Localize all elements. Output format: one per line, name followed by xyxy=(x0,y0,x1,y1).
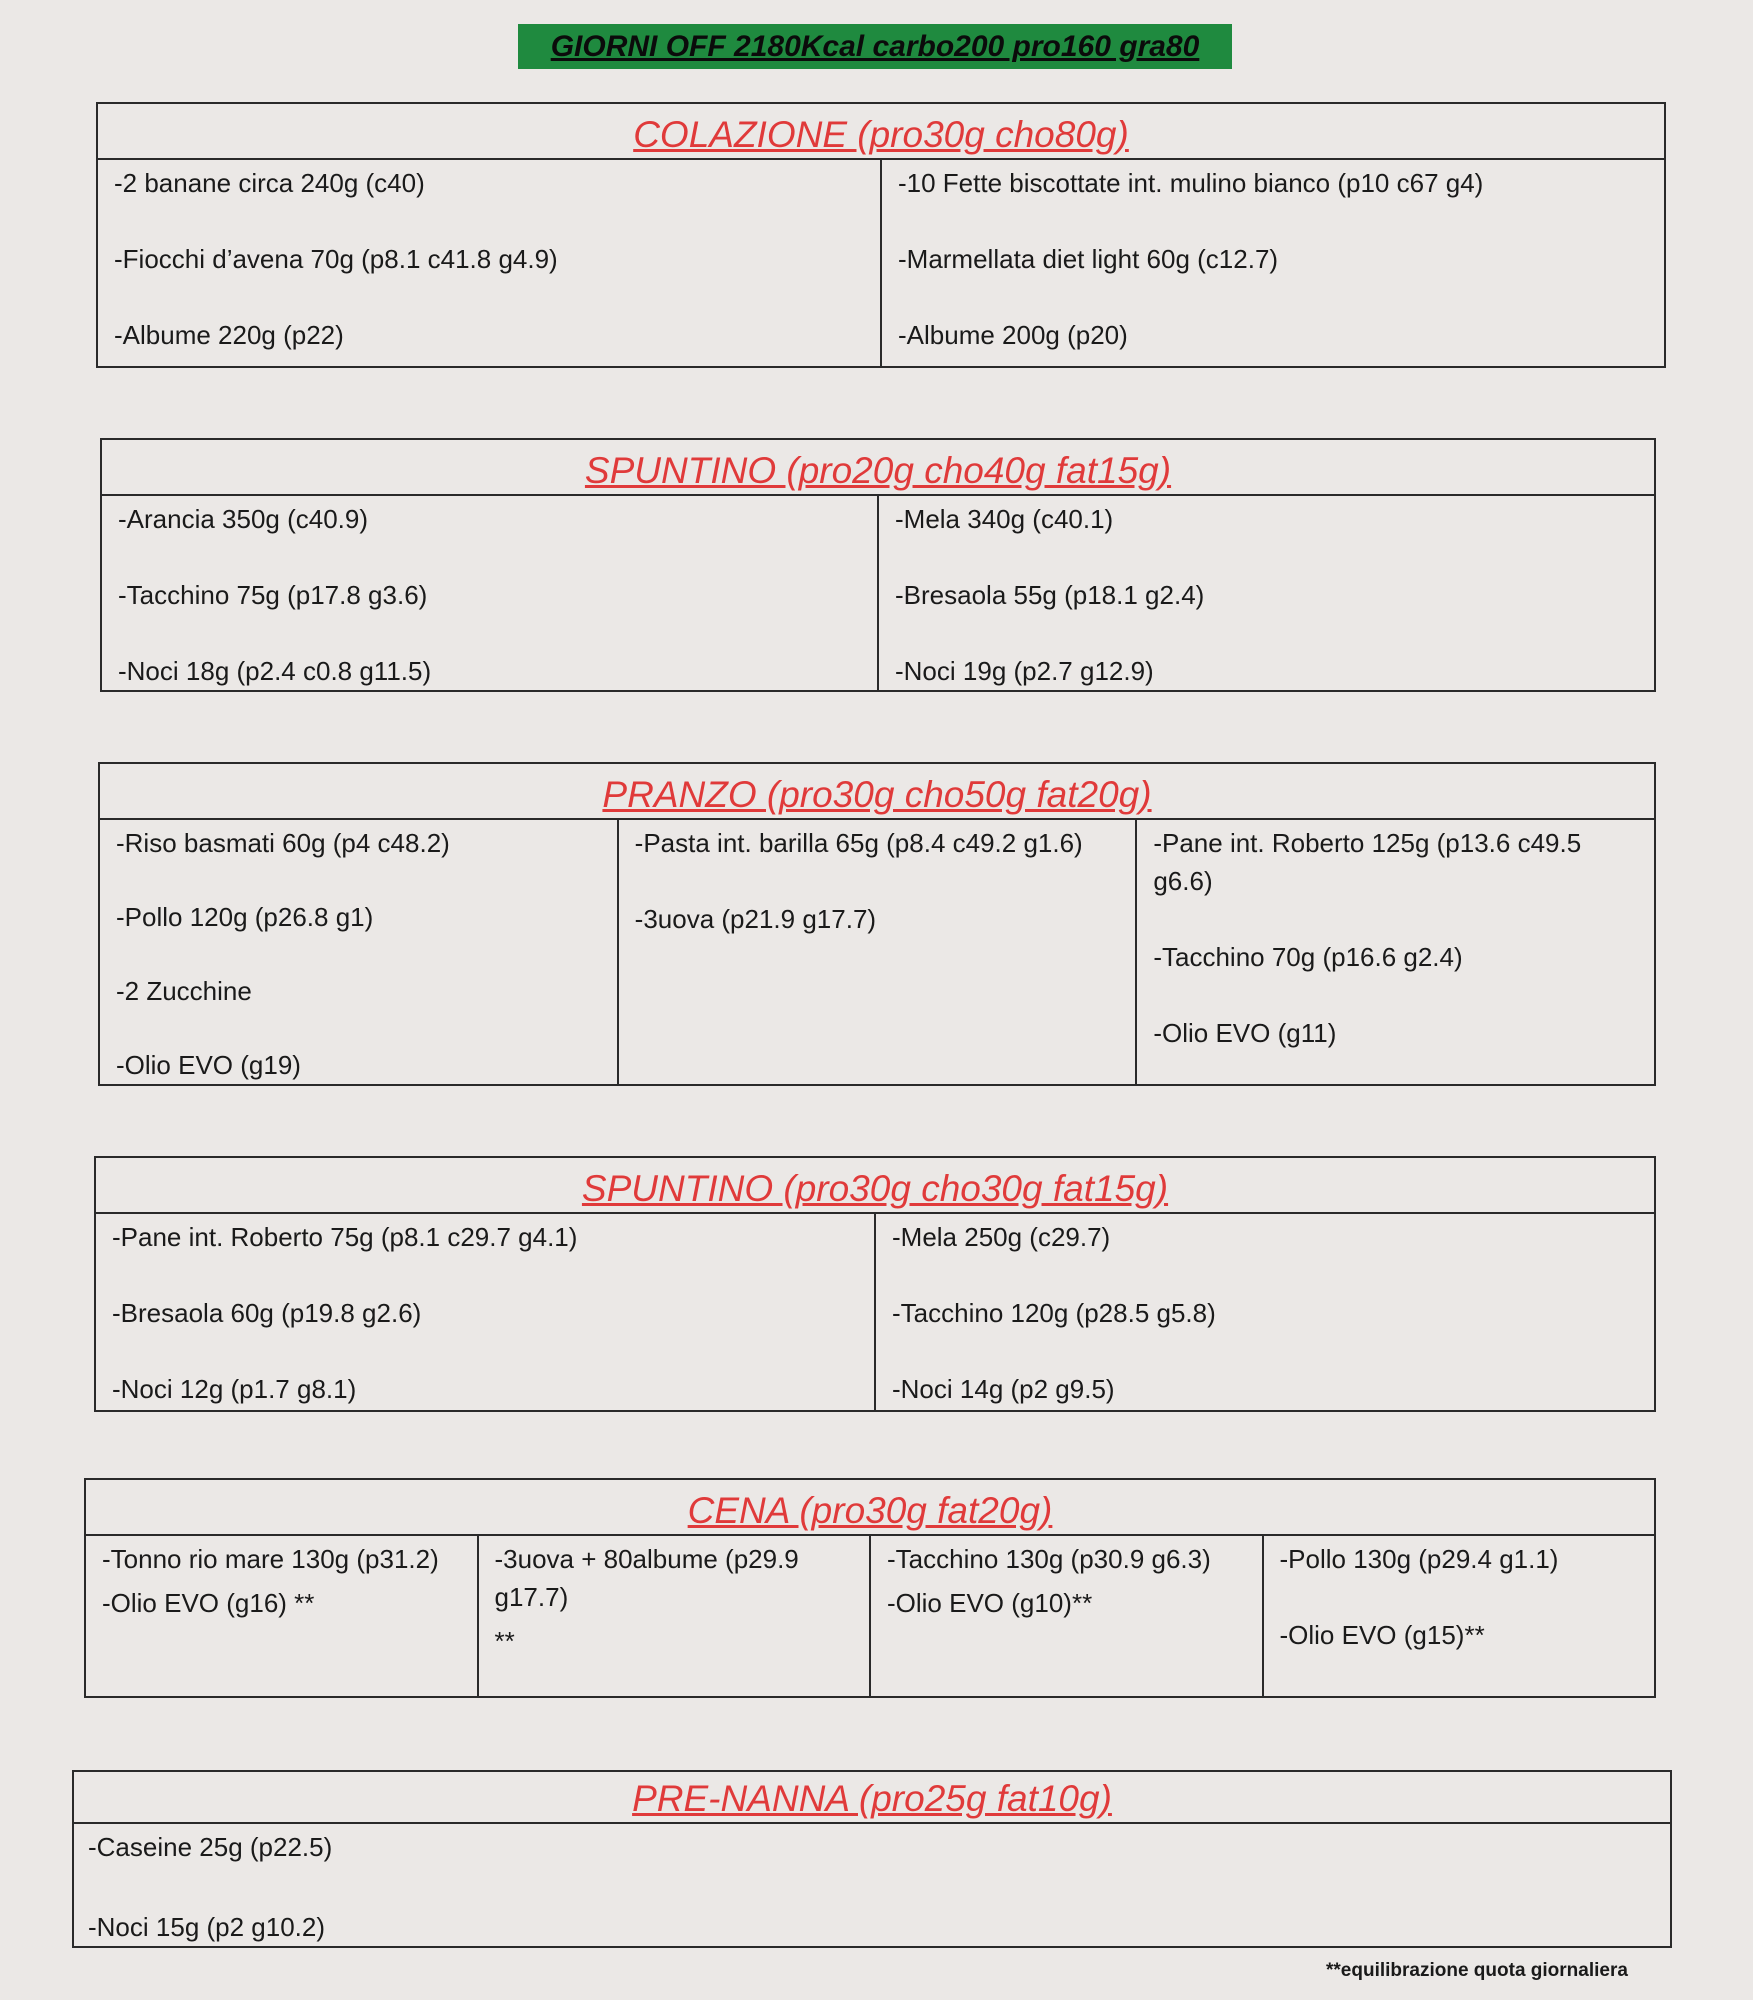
meal-table-spuntino-2 xyxy=(94,1156,1656,1412)
meal-table-colazione xyxy=(96,102,1666,368)
food-item: -Olio EVO (g16) ** xyxy=(102,1588,315,1618)
meal-table-pre-nanna xyxy=(72,1770,1672,1948)
food-item: -Noci 14g (p2 g9.5) xyxy=(892,1374,1115,1404)
food-item: -Pasta int. barilla 65g (p8.4 c49.2 g1.6) xyxy=(634,828,1083,858)
food-item: -Albume 200g (p20) xyxy=(898,320,1128,350)
meal-option xyxy=(74,1824,1670,1946)
food-item: -2 Zucchine xyxy=(116,976,252,1006)
food-item: -Arancia 350g (c40.9) xyxy=(118,504,369,534)
meal-option xyxy=(880,160,1664,366)
food-item: -Tacchino 120g (p28.5 g5.8) xyxy=(892,1298,1216,1328)
food-item: -Pollo 120g (p26.8 g1) xyxy=(116,902,374,932)
food-item: -Pollo 130g (p29.4 g1.1) xyxy=(1279,1544,1559,1574)
meal-header: PRE-NANNA (pro25g fat10g) xyxy=(74,1772,1670,1824)
food-item: -Olio EVO (g15)** xyxy=(1279,1620,1485,1650)
food-item: -Fiocchi d’avena 70g (p8.1 c41.8 g4.9) xyxy=(114,244,558,274)
meal-option xyxy=(477,1536,870,1696)
meal-table-spuntino-1 xyxy=(100,438,1656,692)
food-item: -Tacchino 70g (p16.6 g2.4) xyxy=(1153,942,1463,972)
food-item: -Riso basmati 60g (p4 c48.2) xyxy=(116,828,450,858)
meal-option xyxy=(1135,820,1654,1084)
food-item: -10 Fette biscottate int. mulino bianco (p10 c67 g4) xyxy=(898,168,1484,198)
food-item: -Olio EVO (g19) xyxy=(116,1050,301,1080)
food-item: -Olio EVO (g11) xyxy=(1153,1018,1337,1048)
food-item: -Marmellata diet light 60g (c12.7) xyxy=(898,244,1279,274)
food-item: -Olio EVO (g10)** xyxy=(887,1588,1093,1618)
meal-option xyxy=(98,160,880,366)
food-item: -Noci 18g (p2.4 c0.8 g11.5) xyxy=(118,656,432,686)
food-item: -Bresaola 55g (p18.1 g2.4) xyxy=(895,580,1205,610)
meal-header: COLAZIONE (pro30g cho80g) xyxy=(98,104,1664,160)
meal-option xyxy=(96,1214,874,1410)
food-item: -Albume 220g (p22) xyxy=(114,320,344,350)
food-item: -Tonno rio mare 130g (p31.2) xyxy=(102,1544,439,1574)
meal-option xyxy=(869,1536,1262,1696)
meal-option xyxy=(100,820,617,1084)
food-item: -3uova + 80albume (p29.9 g17.7) xyxy=(494,1544,799,1612)
meal-option xyxy=(86,1536,477,1696)
meal-header: SPUNTINO (pro30g cho30g fat15g) xyxy=(96,1158,1654,1214)
food-item: -Bresaola 60g (p19.8 g2.6) xyxy=(112,1298,422,1328)
food-item: -3uova (p21.9 g17.7) xyxy=(634,904,877,934)
meal-header: PRANZO (pro30g cho50g fat20g) xyxy=(100,764,1654,820)
food-item: -Pane int. Roberto 125g (p13.6 c49.5 g6.6) xyxy=(1153,828,1582,896)
food-item: -Tacchino 75g (p17.8 g3.6) xyxy=(118,580,428,610)
meal-option xyxy=(1262,1536,1655,1696)
food-item: -Noci 19g (p2.7 g12.9) xyxy=(895,656,1154,686)
food-item: -2 banane circa 240g (c40) xyxy=(114,168,425,198)
food-item: -Noci 12g (p1.7 g8.1) xyxy=(112,1374,357,1404)
meal-header: CENA (pro30g fat20g) xyxy=(86,1480,1654,1536)
food-item: -Mela 250g (c29.7) xyxy=(892,1222,1111,1252)
food-item: -Pane int. Roberto 75g (p8.1 c29.7 g4.1) xyxy=(112,1222,578,1252)
food-item: ** xyxy=(494,1626,515,1656)
food-item: -Noci 15g (p2 g10.2) xyxy=(88,1912,326,1942)
page-title: GIORNI OFF 2180Kcal carbo200 pro160 gra80 xyxy=(518,24,1232,69)
meal-table-pranzo xyxy=(98,762,1656,1086)
meal-option xyxy=(102,496,877,690)
meal-option xyxy=(617,820,1136,1084)
footnote: **equilibrazione quota giornaliera xyxy=(1326,1960,1628,1981)
food-item: -Mela 340g (c40.1) xyxy=(895,504,1114,534)
meal-header: SPUNTINO (pro20g cho40g fat15g) xyxy=(102,440,1654,496)
food-item: -Caseine 25g (p22.5) xyxy=(88,1832,333,1862)
meal-option xyxy=(874,1214,1654,1410)
food-item: -Tacchino 130g (p30.9 g6.3) xyxy=(887,1544,1211,1574)
meal-option xyxy=(877,496,1654,690)
meal-table-cena xyxy=(84,1478,1656,1698)
